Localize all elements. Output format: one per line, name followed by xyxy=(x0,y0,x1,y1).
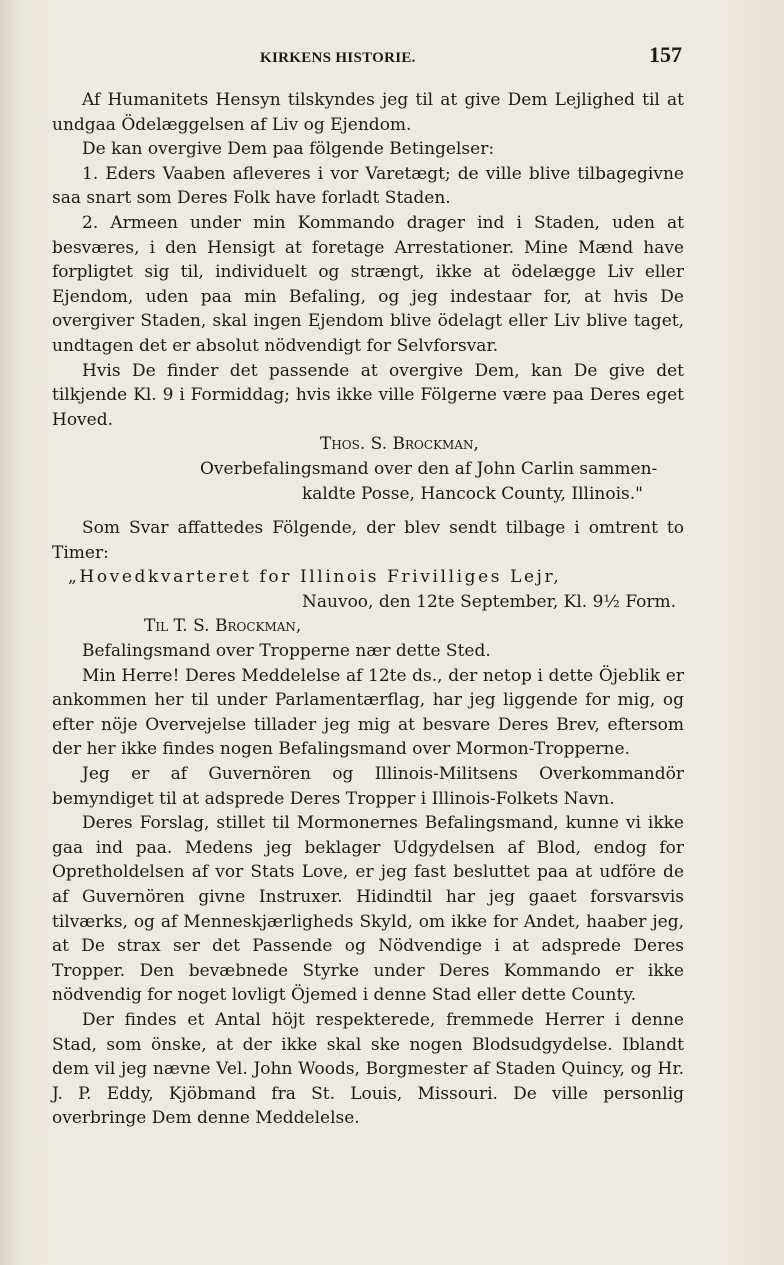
signature-name: Thos. S. Brockman, xyxy=(320,434,479,455)
page-header xyxy=(240,42,686,74)
signature-title: Overbefalingsmand over den af John Carlin sammen- xyxy=(200,458,658,479)
paragraph: Hvis De finder det passende at overgive Dem, kan De give det tilkjende Kl. 9 i Formiddag; hvis ikke ville Fölgerne være paa Deres eget Hoved. xyxy=(52,360,684,430)
body-text xyxy=(52,88,684,1131)
paragraph: Som Svar affattedes Fölgende, der blev sendt tilbage i omtrent to Timer: xyxy=(52,518,684,563)
running-head: KIRKENS HISTORIE. xyxy=(260,50,416,66)
spacer xyxy=(52,506,684,516)
letter-addressee-title: Befalingsmand over Tropperne nær dette Sted. xyxy=(82,641,491,662)
paragraph: 2. Armeen under min Kommando drager ind i Staden, uden at besværes, i den Hensigt at foretage Arrestationer. Mine Mænd have forpligtet sig til, individuelt og strængt, ikke at ödelægge Liv eller Ejendom, uden paa min Befaling, og jeg indestaar for, at hvis De overgiver Staden, skal ingen Ejendom blive ödelagt eller Liv blive taget, undtagen det er absolut nödvendigt for Selvforsvar. xyxy=(52,212,684,356)
paragraph: Jeg er af Guvernören og Illinois-Militsens Overkommandör bemyndiget til at adsprede Deres Tropper i Illinois-Folkets Navn. xyxy=(52,764,684,809)
paragraph: Af Humanitets Hensyn tilskyndes jeg til at give Dem Lejlighed til at undgaa Ödelæggelsen af Liv og Ejendom. xyxy=(52,90,684,135)
letter-heading: „Hovedkvarteret for Illinois Frivilliges Lejr, xyxy=(68,567,562,588)
letter-dateline: Nauvoo, den 12te September, Kl. 9½ Form. xyxy=(302,591,677,612)
paragraph: Deres Forslag, stillet til Mormonernes Befalingsmand, kunne vi ikke gaa ind paa. Medens jeg beklager Udgydelsen af Blod, endog for Opretholdelsen af vor Stats Love, er jeg fast besluttet paa at udföre de af Guvernören givne Instruxer. Hidindtil har jeg gaaet forsvarsvis tilværks, og af Menneskjærligheds Skyld, om ikke for Andet, haaber jeg, at De strax ser det Passende og Nödvendige i at adsprede Deres Tropper. Den bevæbnede Styrke under Deres Kommando er ikke nödvendig for noget lovligt Öjemed i denne Stad eller dette County. xyxy=(52,813,684,1006)
page-number: 157 xyxy=(649,42,682,67)
paragraph: 1. Eders Vaaben afleveres i vor Varetægt; de ville blive tilbagegivne saa snart som Deres Folk have forladt Staden. xyxy=(52,163,684,209)
paragraph: Der findes et Antal höjt respekterede, fremmede Herrer i denne Stad, som önske, at der ikke skal ske nogen Blodsudgydelse. Iblandt dem vil jeg nævne Vel. John Woods, Borgmester af Staden Quincy, og Hr. J. P. Eddy, Kjöbmand fra St. Louis, Missouri. De ville personlig overbringe Dem denne Meddelelse. xyxy=(52,1009,684,1129)
paragraph: Min Herre! Deres Meddelelse af 12te ds., der netop i dette Öjeblik er ankommen her til under Parlamentærflag, har jeg liggende for mig, og efter nöje Overvejelse tillader jeg mig at besvare Deres Brev, eftersom der her ikke findes nogen Befalingsmand over Mormon-Tropperne. xyxy=(52,665,684,760)
paragraph: De kan overgive Dem paa fölgende Betingelser: xyxy=(82,139,495,160)
letter-addressee: Til T. S. Brockman, xyxy=(144,616,302,637)
signature-title-continued: kaldte Posse, Hancock County, Illinois." xyxy=(302,483,643,504)
